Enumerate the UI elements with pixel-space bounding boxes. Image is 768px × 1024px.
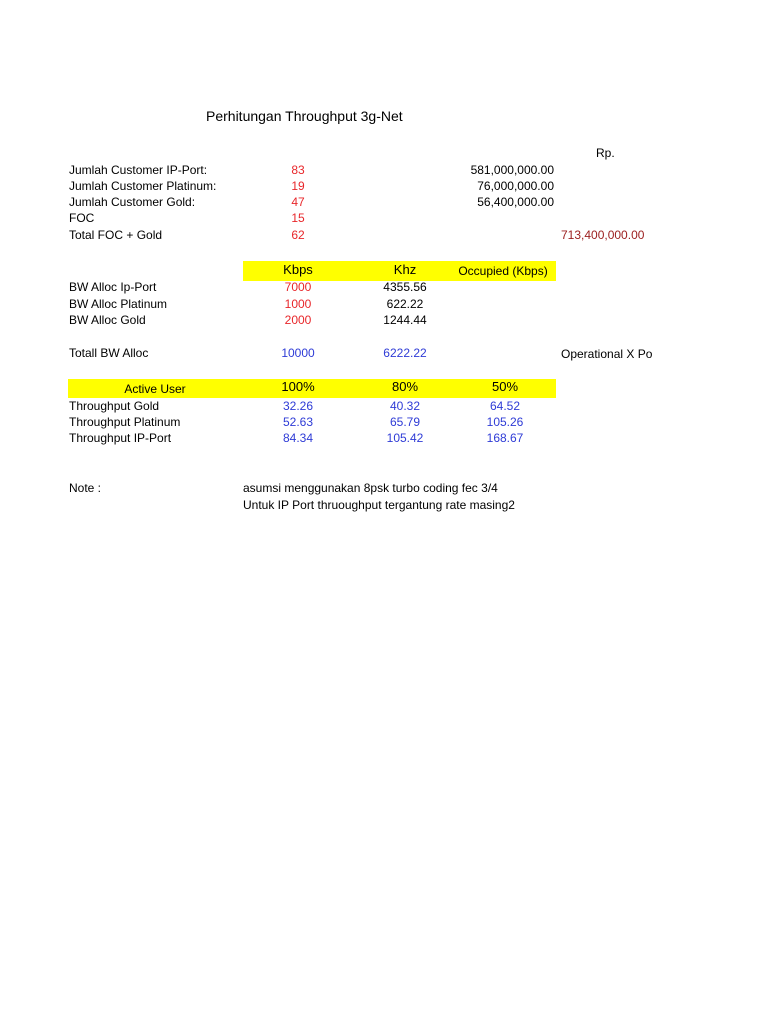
throughput-label-ipport: Throughput IP-Port — [69, 431, 172, 445]
customer-label-total: Total FOC + Gold — [69, 228, 163, 242]
throughput-platinum-100: 52.63 — [282, 415, 314, 429]
throughput-label-gold: Throughput Gold — [69, 399, 160, 413]
bw-header-khz: Khz — [393, 262, 417, 277]
bw-total-khz: 6222.22 — [383, 346, 427, 360]
bw-kbps-ipport: 7000 — [284, 280, 312, 294]
bw-kbps-platinum: 1000 — [284, 297, 312, 311]
bw-total-label: Totall BW Alloc — [69, 346, 149, 360]
bw-label-platinum: BW Alloc Platinum — [69, 297, 168, 311]
throughput-header-label: Active User — [124, 382, 186, 396]
bw-label-gold: BW Alloc Gold — [69, 313, 146, 327]
bw-total-kbps: 10000 — [281, 346, 315, 360]
bw-header-occupied: Occupied (Kbps) — [458, 264, 548, 278]
customer-label-platinum: Jumlah Customer Platinum: — [69, 179, 217, 193]
customer-count-foc: 15 — [291, 211, 305, 225]
bw-label-ipport: BW Alloc Ip-Port — [69, 280, 157, 294]
customer-label-ipport: Jumlah Customer IP-Port: — [69, 163, 208, 177]
customer-count-gold: 47 — [291, 195, 305, 209]
sheet-title: Perhitungan Throughput 3g-Net — [206, 108, 403, 124]
customer-amount-ipport: 581,000,000.00 — [470, 163, 554, 177]
bw-kbps-gold: 2000 — [284, 313, 312, 327]
throughput-header-100: 100% — [281, 379, 315, 394]
bw-header-kbps: Kbps — [283, 262, 313, 277]
throughput-label-platinum: Throughput Platinum — [69, 415, 181, 429]
currency-label: Rp. — [596, 146, 615, 160]
customer-label-gold: Jumlah Customer Gold: — [69, 195, 196, 209]
customer-amount-gold: 56,400,000.00 — [477, 195, 554, 209]
throughput-platinum-80: 65.79 — [389, 415, 421, 429]
note-line-1: asumsi menggunakan 8psk turbo coding fec 3/4 — [243, 481, 498, 495]
customer-amount-platinum: 76,000,000.00 — [477, 179, 554, 193]
throughput-gold-100: 32.26 — [282, 399, 314, 413]
throughput-platinum-50: 105.26 — [486, 415, 524, 429]
throughput-header-80: 80% — [391, 379, 419, 394]
throughput-gold-50: 64.52 — [489, 399, 521, 413]
grand-total-amount: 713,400,000.00 — [561, 228, 645, 242]
throughput-gold-80: 40.32 — [389, 399, 421, 413]
throughput-header-50: 50% — [491, 379, 519, 394]
throughput-ipport-100: 84.34 — [282, 431, 314, 445]
customer-label-foc: FOC — [69, 211, 95, 225]
customer-count-platinum: 19 — [291, 179, 305, 193]
note-line-2: Untuk IP Port thruoughput tergantung rate masing2 — [243, 498, 515, 512]
bw-khz-platinum: 622.22 — [386, 297, 424, 311]
customer-count-ipport: 83 — [291, 163, 305, 177]
bw-khz-ipport: 4355.56 — [383, 280, 427, 294]
throughput-ipport-80: 105.42 — [386, 431, 424, 445]
bw-khz-gold: 1244.44 — [383, 313, 427, 327]
note-label: Note : — [69, 481, 102, 495]
customer-count-total: 62 — [291, 228, 305, 242]
throughput-ipport-50: 168.67 — [486, 431, 524, 445]
operational-note: Operational X Po — [561, 347, 653, 361]
